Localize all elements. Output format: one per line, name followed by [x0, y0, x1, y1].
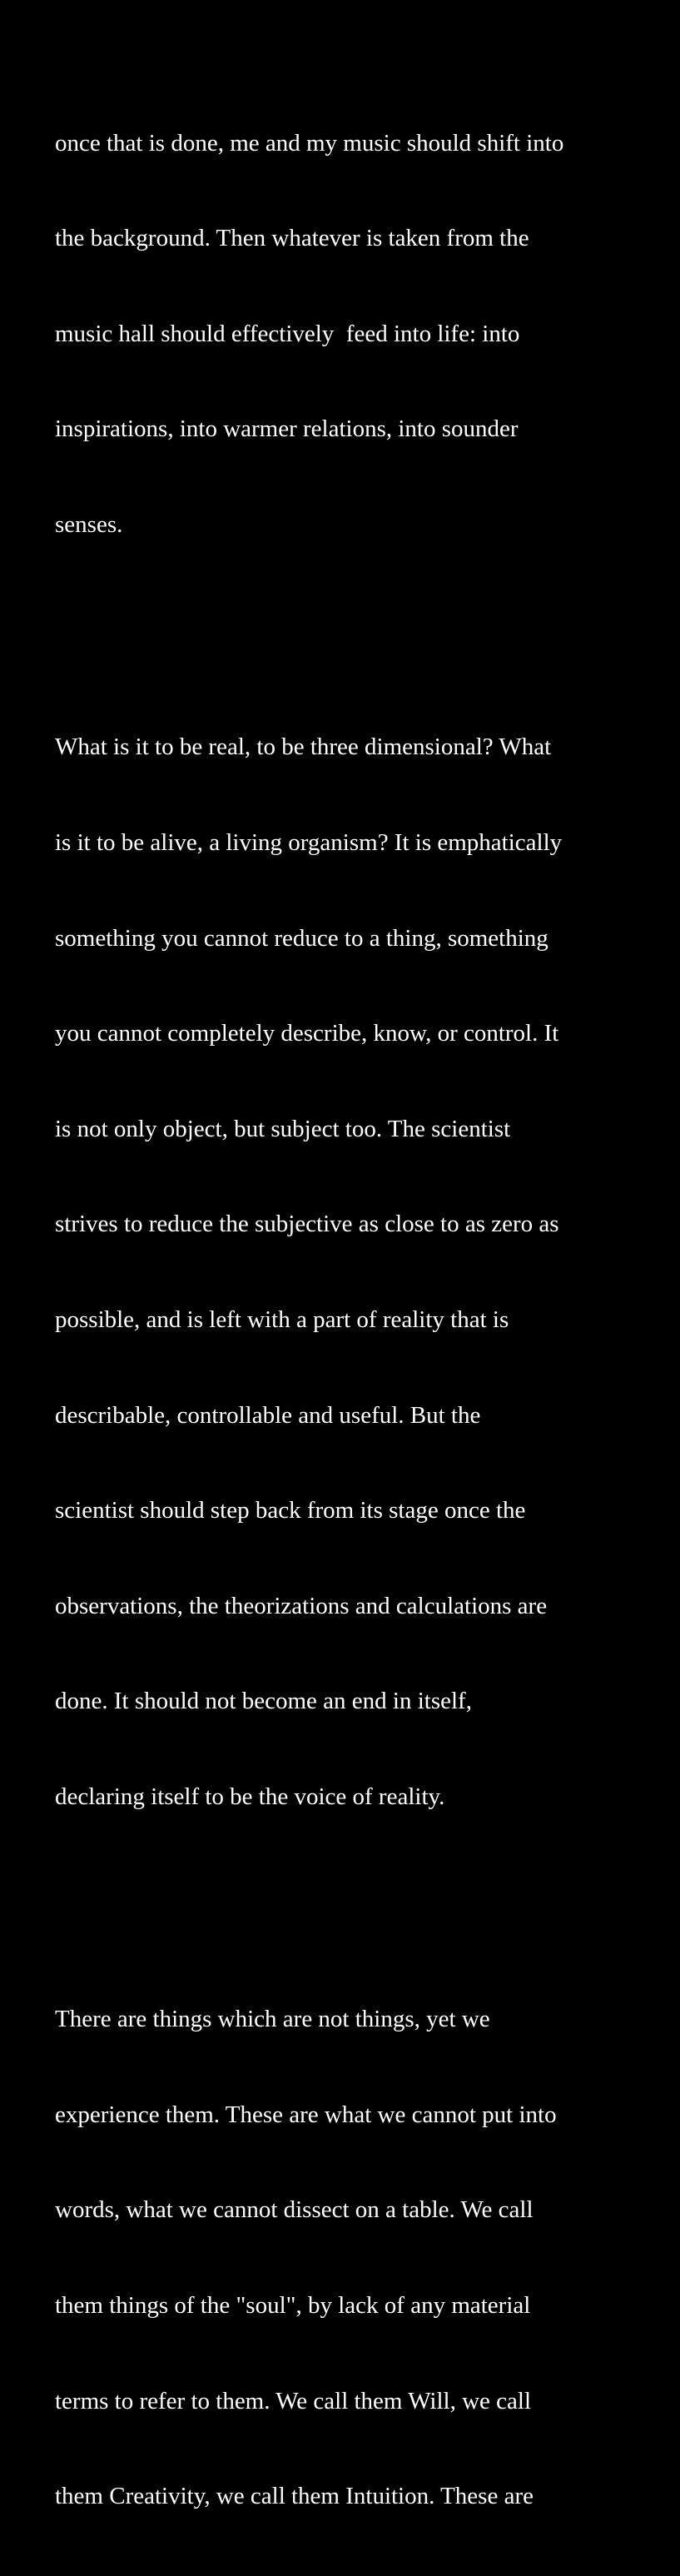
paragraph-1-line-2: the background. Then whatever is taken from the: [55, 225, 529, 252]
paragraph-2-line-1: What is it to be real, to be three dimensional? What: [55, 734, 552, 761]
paragraph-2-line-6: strives to reduce the subjective as close to as zero as: [55, 1211, 559, 1238]
paragraph-2-line-5: is not only object, but subject too. The scientist: [55, 1115, 511, 1142]
paragraph-2-line-11: done. It should not become an end in itself,: [55, 1688, 472, 1715]
paragraph-2-line-4: you cannot completely describe, know, or control. It: [55, 1020, 559, 1047]
paragraph-2-line-12: declaring itself to be the voice of reality.: [55, 1783, 445, 1810]
paragraph-break: [55, 604, 671, 636]
paragraph-2-line-10: observations, the theorizations and calculations are: [55, 1592, 548, 1619]
paragraph-3-line-1: There are things which are not things, yet we: [55, 2006, 490, 2033]
paragraph-break: [55, 1877, 671, 1908]
paragraph-1-line-4: inspirations, into warmer relations, into sounder: [55, 415, 519, 443]
paragraph-2-line-7: possible, and is left with a part of reality that is: [55, 1305, 509, 1333]
paragraph-2-line-2: is it to be alive, a living organism? It is emphatically: [55, 828, 563, 856]
paragraph-3-line-3: words, what we cannot dissect on a table. We call: [55, 2196, 534, 2224]
paragraph-1-line-1: once that is done, me and my music should shift into: [55, 129, 564, 157]
paragraph-3-line-6: them Creativity, we call them Intuition. These are: [55, 2483, 534, 2510]
paragraph-2-line-9: scientist should step back from its stage once the: [55, 1497, 526, 1524]
document-body: [55, 32, 671, 2576]
paragraph-1-line-3: music hall should effectively feed into life: into: [55, 320, 520, 347]
paragraph-3-line-5: terms to refer to them. We call them Will, we call: [55, 2387, 532, 2414]
paragraph-3-line-2: experience them. These are what we cannot put into: [55, 2101, 557, 2128]
paragraph-1-line-5: senses.: [55, 510, 123, 538]
paragraph-2-line-3: something you cannot reduce to a thing, something: [55, 924, 548, 952]
paragraph-2-line-8: describable, controllable and useful. But the: [55, 1401, 481, 1429]
paragraph-3-line-4: them things of the "soul", by lack of any material: [55, 2292, 531, 2320]
